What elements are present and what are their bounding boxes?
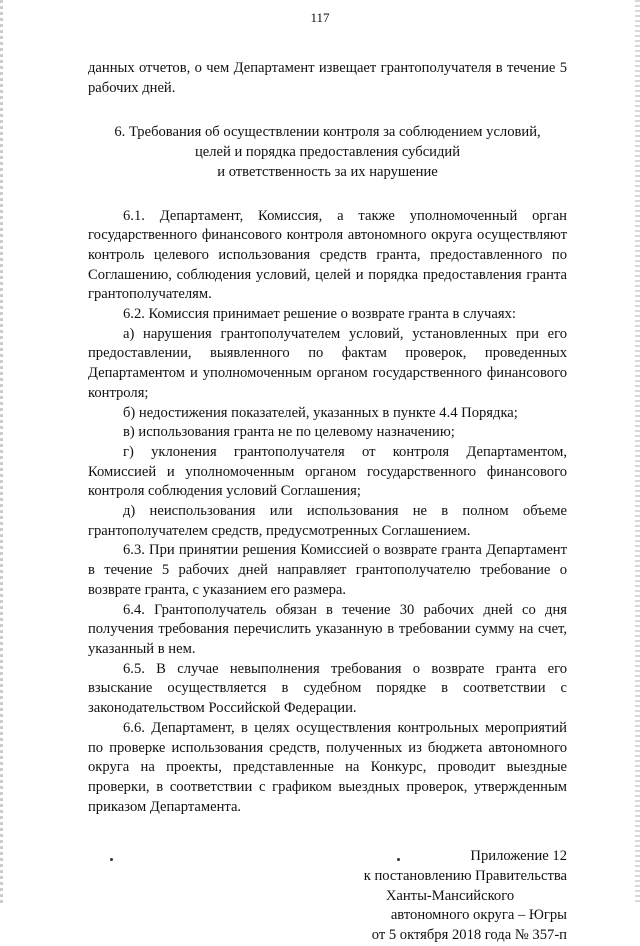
paragraph-6-5: 6.5. В случае невыполнения требования о возврате гранта его взыскание осуществляется в судебном порядке в соответствии с законодательством Российской Федерации. <box>88 660 567 717</box>
appendix-block <box>303 847 567 946</box>
appendix-line: к постановлению Правительства <box>363 868 567 885</box>
appendix-line: Ханты-Мансийского <box>385 887 515 904</box>
scan-left-edge <box>0 0 3 905</box>
section-heading-line: и ответственность за их нарушение <box>217 163 438 180</box>
section-heading-line: 6. Требования об осуществлении контроля за соблюдением условий, <box>114 124 541 141</box>
section-heading <box>88 123 567 182</box>
appendix-line: автономного округа – Югры <box>390 907 567 924</box>
document-body <box>88 59 567 946</box>
paragraph-6-2-b: б) недостижения показателей, указанных в пункте 4.4 Порядка; <box>123 404 518 421</box>
paragraph-6-1: 6.1. Департамент, Комиссия, а также уполномоченный орган государственного финансового контроля автономного округа осуществляют контроль целевого использования средств гранта, предоставленного по Соглашению, соблюдения условий, целей и порядка предоставления гранта грантополучателям. <box>88 207 567 303</box>
paragraph-6-4: 6.4. Грантополучатель обязан в течение 30 рабочих дней со дня получения требования перечислить указанную в требовании сумму на счет, указанный в нем. <box>88 601 567 657</box>
paragraph-6-2-a: а) нарушения грантополучателем условий, установленных при его предоставлении, выявленного по фактам проверок, проведенных Департаментом и уполномоченным органом государственного финансового контроля; <box>88 325 567 401</box>
intro-continuation: данных отчетов, о чем Департамент извещает грантополучателя в течение 5 рабочих дней. <box>88 60 567 96</box>
paragraph-6-2: 6.2. Комиссия принимает решение о возврате гранта в случаях: <box>123 306 516 323</box>
section-heading-line: целей и порядка предоставления субсидий <box>194 144 461 161</box>
scan-speck <box>397 858 400 861</box>
paragraph-6-3: 6.3. При принятии решения Комиссией о возврате гранта Департамент в течение 5 рабочих дней направляет грантополучателю требование о возврате гранта, с указанием его размера. <box>88 542 567 598</box>
scan-speck <box>110 858 113 861</box>
page-number: 117 <box>310 10 330 25</box>
paragraph-6-6: 6.6. Департамент, в целях осуществления контрольных мероприятий по проверке использования средств, полученных из бюджета автономного округа на проекты, представленные на Конкурс, проводит выездные проверки, в соответствии с графиком выездных проверок, утвержденным приказом Департамента. <box>88 719 567 815</box>
appendix-line: от 5 октября 2018 года № 357-п <box>371 927 567 944</box>
paragraph-6-2-g: г) уклонения грантополучателя от контроля Департаментом, Комиссией и уполномоченным органом государственного финансового контроля соблюдения условий Соглашения; <box>88 443 567 500</box>
scan-right-edge <box>635 0 640 905</box>
paragraph-6-2-d: д) неиспользования или использования не в полном объеме грантополучателем средств, предусмотренных Соглашением. <box>88 503 567 539</box>
paragraph-6-2-v: в) использования гранта не по целевому назначению; <box>123 424 455 441</box>
appendix-title: Приложение 12 <box>470 848 567 865</box>
